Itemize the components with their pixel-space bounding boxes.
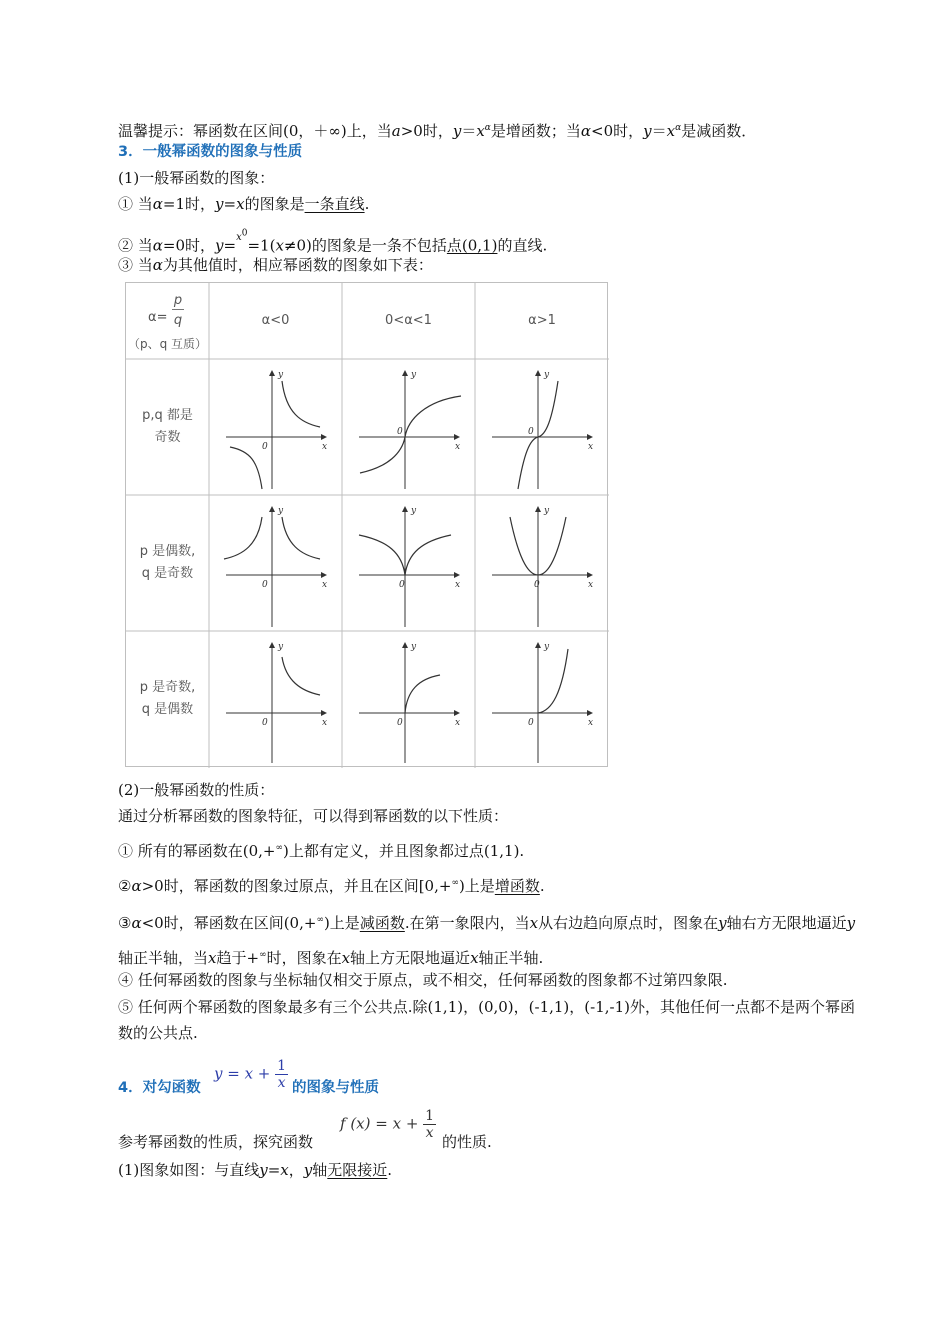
r1c1-origin: 0 [262, 442, 268, 452]
header-coprime: （p、q 互质） [127, 337, 208, 351]
row1-label-a: p,q 都是 [142, 408, 193, 423]
case2-eq: =1( [247, 236, 276, 255]
section4-p1-y: y [303, 1161, 313, 1179]
case1-prefix: ① 当 [118, 195, 153, 213]
tip-x1: x [476, 122, 485, 140]
prop3-g: 轴正半轴，当 [118, 949, 209, 967]
section4-p1-c: 轴 [312, 1161, 328, 1179]
r2c3-x-label: x [588, 580, 594, 590]
r1c3-x-label: x [588, 442, 594, 452]
r1c2-x-label: x [455, 442, 461, 452]
r1c2-y-label: y [411, 370, 417, 380]
case1-underlined: 一条直线 [304, 195, 365, 213]
prop3-b: <0时，幂函数在区间(0,+ [141, 914, 317, 932]
section4-formula-num: 1 [277, 1058, 287, 1074]
prop3-e: 从右边趋向原点时，图象在 [538, 914, 719, 932]
section4-f-lhs: f (x) = x + [340, 1114, 419, 1133]
r1c1-y-label: y [278, 370, 284, 380]
case2-sup: 0 [241, 229, 248, 239]
r3c1-y-label: y [278, 642, 284, 652]
section4-f-num: 1 [425, 1108, 435, 1124]
r1c3-origin: 0 [528, 427, 534, 437]
case1-mid: 的图象是 [244, 195, 305, 213]
case3-line [118, 255, 433, 275]
header-alpha-q: q [173, 313, 183, 328]
r3c2-y-label: y [411, 642, 417, 652]
prop3-h: 趋于+ [216, 949, 260, 967]
prop3-underlined: 减函数 [359, 914, 405, 932]
prop3-k: 轴正半轴. [478, 949, 544, 967]
tip-cond1: >0时， [400, 122, 453, 140]
prop3-x3: x [341, 949, 351, 967]
section4-p1-underlined: 无限接近 [327, 1161, 388, 1179]
prop3-inf2: ∞ [259, 950, 267, 960]
prop3-x4: x [470, 949, 479, 967]
r3c3-y-label: y [544, 642, 550, 652]
section4-formula-frac [275, 1058, 288, 1091]
prop-5: ⑤ 任何两个幂函数的图象最多有三个公共点.除(1,1)，(0,0)，(-1,1)，(-1,-1)外，其他任何一点都不是两个幂函数的公共点. [118, 998, 855, 1042]
r3c2-x-label: x [455, 718, 461, 728]
r1c3-y-label: y [544, 370, 550, 380]
case1-eq: y=x [215, 195, 245, 213]
section4-f-den: x [425, 1125, 434, 1141]
case2-x: x [236, 232, 242, 244]
prop3-j: 轴上方无限地逼近 [350, 949, 471, 967]
row2-label-a: p 是偶数, [139, 544, 196, 559]
tip-line [118, 118, 756, 141]
prop2-alpha: α [131, 877, 142, 895]
r2c1-origin: 0 [262, 580, 268, 590]
r2c2-origin: 0 [399, 580, 405, 590]
col3-header: α>1 [528, 313, 556, 328]
section4-p1-a: (1)图象如图：与直线 [118, 1161, 260, 1179]
section4-formula-den: x [277, 1075, 286, 1091]
prop2-underlined: 增函数 [494, 877, 540, 895]
r3c3-x-label: x [588, 718, 594, 728]
section4-formula-lhs: y = x + [214, 1064, 271, 1083]
props-heading: (2)一般幂函数的性质： [118, 781, 275, 799]
case1-alpha: α [152, 195, 163, 213]
case2-alpha: α [152, 236, 163, 255]
section4-p1-end: . [387, 1161, 393, 1179]
prop3-f: 轴右方无限地逼近 [726, 914, 847, 932]
prop2-inf: ∞ [451, 878, 459, 888]
tip-alpha1: α [484, 123, 491, 133]
prop1-inf: ∞ [275, 843, 284, 853]
case2-ne: ≠0)的图象是一条不包括 [283, 236, 447, 255]
row1-label-b: 奇数 [154, 430, 181, 445]
case3-prefix: ③ 当 [118, 256, 153, 274]
tip-alpha2: α [675, 123, 682, 133]
tip-x2: x [666, 122, 676, 140]
prop3-c: )上是 [323, 914, 360, 932]
row3-label [126, 677, 209, 721]
prop2-c: )上是 [458, 877, 495, 895]
header-alpha-p: p [173, 293, 183, 308]
case1-line [118, 194, 369, 214]
tip-y2: y [643, 122, 652, 140]
prop-1 [118, 838, 524, 861]
case1-cond: =1时， [162, 195, 216, 213]
row2-label-b: q 是奇数 [141, 566, 194, 581]
r2c3-origin: 0 [534, 580, 540, 590]
tip-cond2: <0时， [591, 122, 644, 140]
prop3-y: y [718, 914, 727, 932]
r2c2-y-label: y [411, 506, 417, 516]
prop3-x: x [529, 914, 539, 932]
tip-a2: α [580, 122, 592, 140]
header-alpha-eq: α= [148, 310, 168, 325]
prop1-b: )上都有定义，并且图象都过点(1,1). [283, 842, 525, 860]
tip-prefix: 温馨提示：幂函数在区间(0，＋∞)上，当 [118, 122, 392, 140]
section4-p1-yx: y=x [259, 1161, 289, 1179]
case1-end: . [364, 195, 370, 213]
case2-cond: =0时， [162, 236, 216, 255]
case2-line [118, 228, 547, 255]
section4-ref-b: 的性质. [442, 1133, 492, 1151]
tip-eq2: ＝ [651, 122, 667, 140]
row3-label-b: q 是偶数 [141, 702, 194, 717]
prop-4: ④ 任何幂函数的图象与坐标轴仅相交于原点，或不相交，任何幂函数的图象都不过第四象限. [118, 971, 728, 989]
case2-x2: x [275, 236, 284, 255]
prop1-a: ① 所有的幂函数在(0,+ [118, 842, 276, 860]
r3c3-origin: 0 [528, 718, 534, 728]
prop2-end: . [539, 877, 545, 895]
prop2-a: ② [118, 877, 132, 895]
case2-underlined: 点(0,1) [446, 236, 498, 255]
r2c3-y-label: y [544, 506, 550, 516]
r1c2-origin: 0 [397, 427, 403, 437]
r3c1-x-label: x [322, 718, 328, 728]
r1c1-x-label: x [322, 442, 328, 452]
prop3-d: .在第一象限内，当 [404, 914, 530, 932]
col1-header: α<0 [261, 313, 290, 328]
r2c2-x-label: x [455, 580, 461, 590]
tip-y1: y [452, 122, 462, 140]
section4-p1-b: ， [288, 1161, 304, 1179]
r2c1-y-label: y [278, 506, 284, 516]
case3-alpha: α [152, 256, 163, 274]
prop3-alpha: α [131, 914, 142, 932]
row3-label-a: p 是奇数, [139, 680, 196, 695]
tip-suffix: 是减函数． [681, 122, 757, 140]
section4-heading-b: 的图象与性质 [292, 1080, 379, 1096]
section4-f-formula [340, 1108, 436, 1141]
r3c2-origin: 0 [397, 718, 403, 728]
r3c1-origin: 0 [262, 718, 268, 728]
prop2-b: >0时，幂函数的图象过原点，并且在区间[0,+ [141, 877, 452, 895]
section4-ref-a: 参考幂函数的性质，探究函数 [118, 1133, 314, 1151]
row1-label [126, 405, 209, 449]
case2-prefix: ② 当 [118, 236, 153, 255]
section3-heading: 3．一般幂函数的图象与性质 [118, 144, 303, 160]
case2-y: y= [215, 236, 237, 255]
props-intro: 通过分析幂函数的图象特征，可以得到幂函数的以下性质： [118, 807, 509, 825]
case3-rest: 为其他值时，相应幂函数的图象如下表： [162, 256, 433, 274]
section4-heading-a: 4．对勾函数 [118, 1080, 201, 1096]
section4-p1 [118, 1160, 392, 1180]
row2-label [126, 541, 209, 585]
col2-header: 0<α<1 [385, 313, 432, 328]
prop3-i: 时，图象在 [266, 949, 342, 967]
prop3-inf: ∞ [316, 915, 324, 925]
r2c1-x-label: x [322, 580, 328, 590]
section4-f-frac [423, 1108, 436, 1141]
prop3-a: ③ [118, 914, 132, 932]
prop3-y2: y [846, 914, 856, 932]
prop-2 [118, 873, 545, 896]
prop-3 [118, 904, 863, 974]
tip-eq1: ＝ [461, 122, 477, 140]
power-function-table [125, 282, 608, 767]
section4-formula [214, 1058, 288, 1091]
case2-end: 的直线. [497, 236, 548, 255]
tip-mid: 是增函数；当 [490, 122, 581, 140]
tip-a1: a [391, 122, 401, 140]
section3-p1: (1)一般幂函数的图象： [118, 169, 275, 187]
prop3-x2: x [208, 949, 217, 967]
